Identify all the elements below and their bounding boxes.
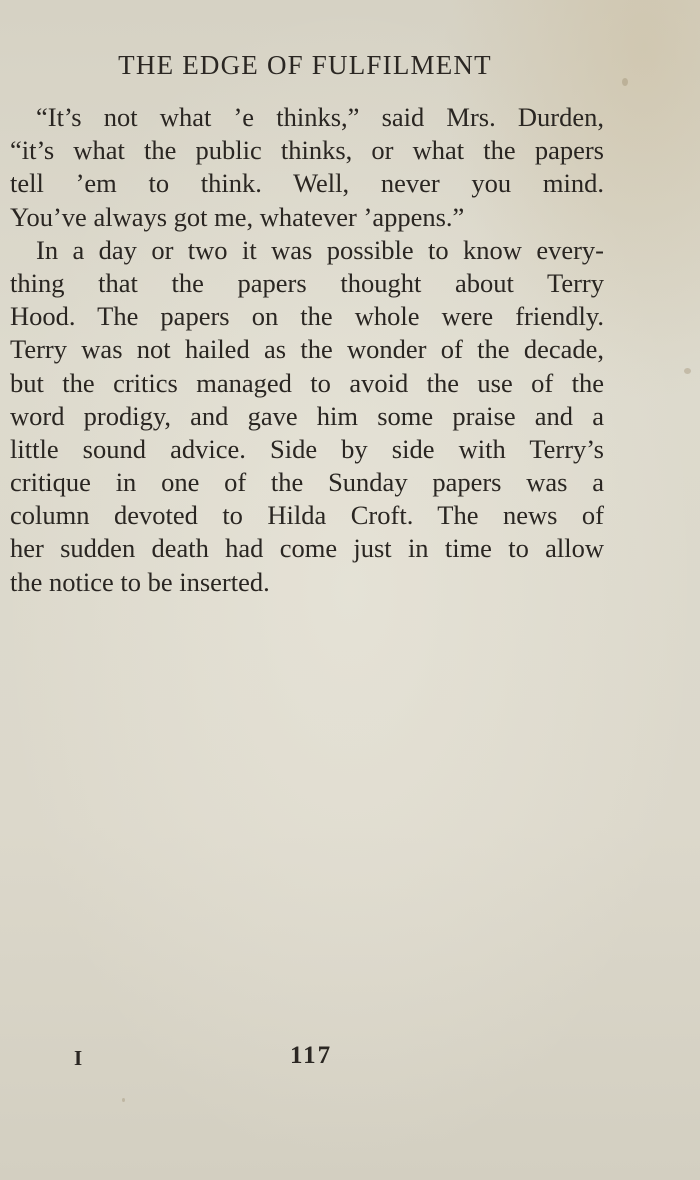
text-line: Hood. The papers on the whole were friendly. — [10, 301, 604, 332]
text-line: “It’s not what ’e thinks,” said Mrs. Durden, — [36, 102, 604, 132]
text-line: thing that the papers thought about Terry — [10, 267, 604, 298]
paper-speck — [684, 368, 691, 374]
running-head: THE EDGE OF FULFILMENT — [118, 50, 492, 80]
text-line: “it’s what the public thinks, or what the papers — [10, 135, 604, 166]
page-number: 117 — [290, 1042, 333, 1069]
signature-mark: I — [74, 1046, 83, 1070]
text-line: Terry was not hailed as the wonder of the decade, — [10, 334, 604, 365]
paper-speck — [622, 78, 628, 86]
paragraph-2 — [10, 234, 604, 599]
paragraph-1 — [10, 101, 604, 234]
text-line: the notice to be inserted. — [10, 566, 270, 597]
text-line: her sudden death had come just in time to allow — [10, 533, 604, 564]
text-line: column devoted to Hilda Croft. The news of — [10, 500, 604, 531]
text-line: little sound advice. Side by side with Terry’s — [10, 433, 604, 464]
text-line: In a day or two it was possible to know every- — [36, 234, 604, 265]
body-text — [10, 101, 604, 599]
text-line: You’ve always got me, whatever ’appens.” — [10, 201, 465, 232]
text-line: word prodigy, and gave him some praise and a — [10, 400, 604, 431]
text-line: tell ’em to think. Well, never you mind. — [10, 168, 604, 199]
paper-speck — [122, 1098, 125, 1102]
text-line: but the critics managed to avoid the use of the — [10, 367, 604, 398]
text-line: critique in one of the Sunday papers was a — [10, 467, 604, 498]
